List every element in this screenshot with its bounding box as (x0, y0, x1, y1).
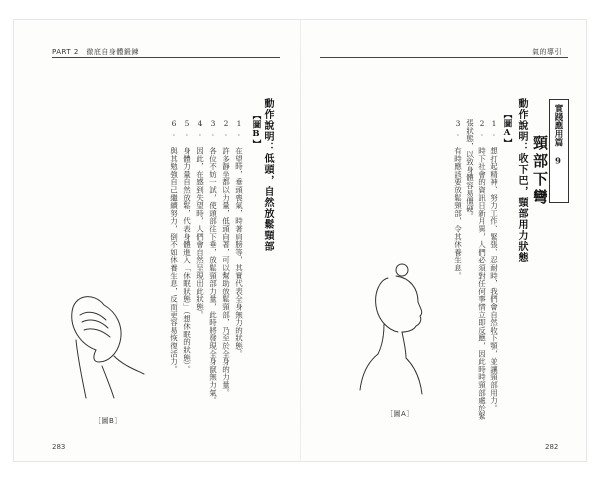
left-item-3: 3. 各位不妨一試，使頭部往下垂，放鬆頸部力量，此時將發現全身竄無力氣。 (208, 119, 218, 405)
left-figure-tag: 【圖B】 (251, 111, 261, 149)
left-item-2: 2. 許多靜坐都以力量，低頭向著，可以幫助放鬆頸部，乃至於全身的力量。 (221, 119, 231, 397)
book-gutter (300, 20, 301, 461)
upright-figure-illustration (344, 250, 454, 400)
left-item-6: 6. 與其勉強自己繼續努力，倒不如休養生息，反而更容易恢復活力。 (169, 119, 179, 374)
right-page-number: 282 (545, 443, 559, 451)
right-subheading: 動作說明：收下巴，頸部用力狀態 (516, 98, 527, 263)
left-figure-caption: ［圖B］ (94, 417, 122, 425)
right-running-header: 氣的導引 (532, 48, 562, 56)
left-header-rule (52, 57, 280, 58)
left-running-header: PART 2 徹底自身體鍛鍊 (52, 48, 139, 56)
right-item-1: 1. 想打起精神、努力工作、緊張、忍耐時，我們會自然收下顎，並讓頸部用力。 (489, 119, 499, 413)
right-item-2-cont: 張狀態，以致身體容易僵硬。 (465, 119, 475, 221)
right-item-2: 2. 時下社會的資訊日新月異，人們必須對任何事情立即反應，因此時時頸部處於緊 (477, 119, 487, 420)
right-figure-tag: 【圖A】 (502, 110, 512, 148)
book-spread (14, 20, 586, 461)
series-label-box (549, 99, 569, 203)
series-label: 實踐應用篇 9 (553, 104, 563, 167)
left-subheading: 動作說明：低頭，自然放鬆頸部 (262, 98, 273, 252)
right-header-rule (320, 57, 568, 58)
right-figure-caption: ［圖A］ (386, 410, 414, 418)
bowed-head-figure-illustration (44, 270, 154, 400)
right-item-3: 3. 有時應該要放鬆頸部，令其休養生息。 (453, 119, 463, 280)
left-item-5: 5. 身體力量自然放鬆，代表身體進入「休眠狀態」（想休眠的狀態）。 (182, 119, 192, 374)
left-item-4: 4. 因此，在感到失望時，人們會自然呈現出此狀態。 (195, 119, 205, 319)
left-page-number: 283 (52, 443, 66, 451)
left-item-1: 1. 在望時，垂頭喪氣，時著肩膀等，其實代表全身無力的狀態。 (234, 119, 244, 358)
page-title: 頸部下彎 (531, 135, 549, 207)
